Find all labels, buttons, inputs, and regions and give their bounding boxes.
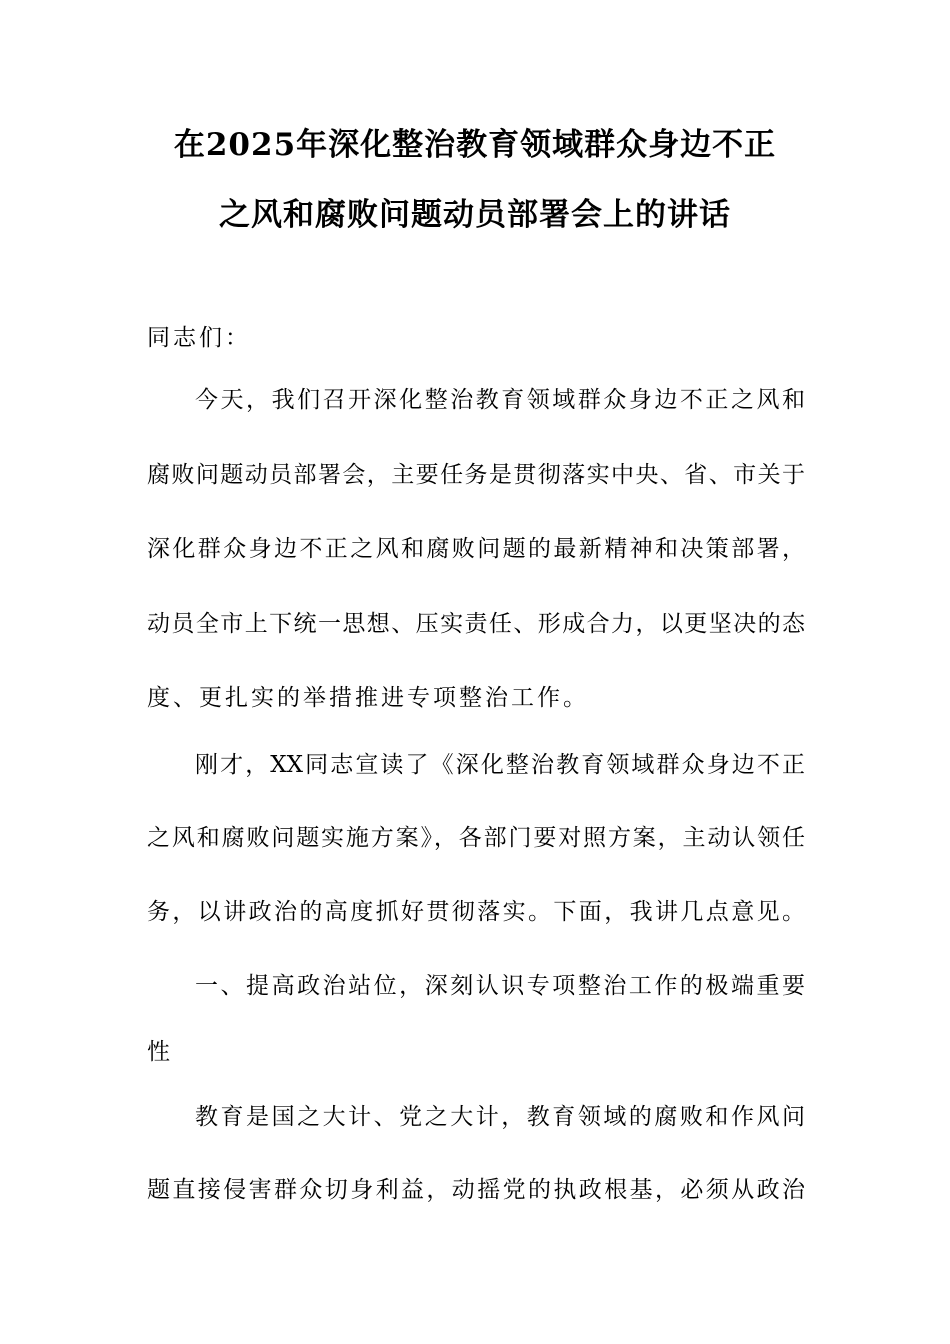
title-line-2: 之风和腐败问题动员部署会上的讲话 [219, 197, 731, 233]
body-line: 务，以讲政治的高度抓好贯彻落实。下面，我讲几点意见。 [147, 899, 805, 925]
salutation: 同志们： [147, 325, 251, 351]
section-heading-line: 性 [147, 1039, 173, 1065]
body-line: 刚才，XX同志宣读了《深化整治教育领域群众身边不正 [195, 752, 805, 778]
section-heading-line: 一、提高政治站位，深刻认识专项整治工作的极端重要 [195, 973, 805, 999]
body-line: 今天，我们召开深化整治教育领域群众身边不正之风和 [195, 387, 805, 413]
body-line: 深化群众身边不正之风和腐败问题的最新精神和决策部署， [147, 536, 805, 562]
title-line-1: 在2025年深化整治教育领域群众身边不正 [173, 127, 777, 163]
body-line: 之风和腐败问题实施方案》，各部门要对照方案，主动认领任 [147, 825, 805, 851]
body-line: 题直接侵害群众切身利益，动摇党的执政根基，必须从政治 [147, 1177, 805, 1203]
body-line: 教育是国之大计、党之大计，教育领域的腐败和作风问 [195, 1104, 805, 1130]
body-line: 动员全市上下统一思想、压实责任、形成合力，以更坚决的态 [147, 611, 805, 637]
body-line: 腐败问题动员部署会，主要任务是贯彻落实中央、省、市关于 [147, 462, 805, 488]
body-line: 度、更扎实的举措推进专项整治工作。 [147, 685, 589, 711]
